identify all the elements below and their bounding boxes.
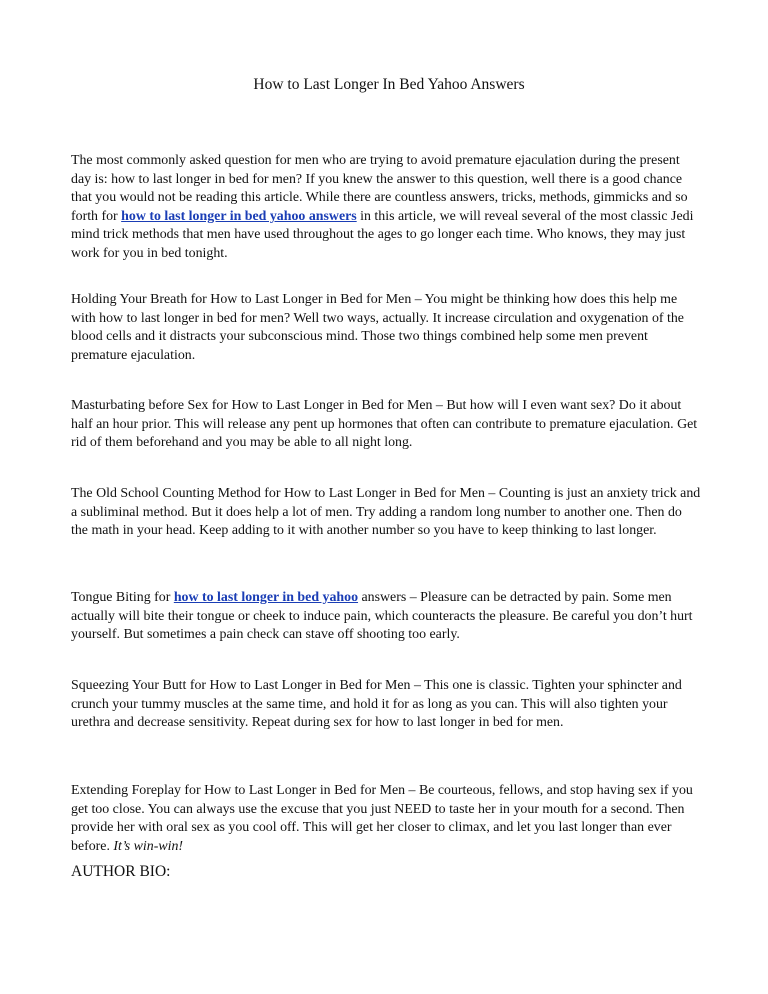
holding-breath-paragraph: Holding Your Breath for How to Last Longer in Bed for Men – You might be thinking how does this help me with how to last longer in bed for men? Well two ways, actually. It increase circulation and oxygenation of the blood cells and it distracts your subconscious mind. Those two things combined help some men prevent premature ejaculation. <box>71 292 684 363</box>
foreplay-paragraph <box>71 782 701 856</box>
tongue-link[interactable]: how to last longer in bed yahoo <box>173 590 359 605</box>
intro-text-before: The most commonly asked question for men who are trying to avoid premature ejaculation during the present day is: how to last longer in bed for men? If you knew the answer to this question, well there is a good chance that you would not be reading this article. While there are countless answers, tricks, methods, gimmicks and so forth for <box>71 153 688 224</box>
counting-paragraph: The Old School Counting Method for How to Last Longer in Bed for Men – Counting is just an anxiety trick and a subliminal method. But it does help a lot of men. Try adding a random long number to another one. Then do the math in your head. Keep adding to it with another number so you have to keep thinking to last longer. <box>71 486 701 539</box>
intro-paragraph <box>71 152 701 264</box>
intro-link[interactable]: how to last longer in bed yahoo answers <box>121 208 357 224</box>
foreplay-text: Extending Foreplay for How to Last Longer in Bed for Men – Be courteous, fellows, and stop having sex if you get too close. You can always use the excuse that you just NEED to taste her in your mouth for a second. Then provide her with oral sex as you cool off. This will get her closer to climax, and let you last longer than ever before. <box>71 783 693 854</box>
intro-text-after: in this article, we will reveal several of the most classic Jedi mind trick methods that men have used throughout the ages to go longer each time. Who knows, they may just work for you in bed tonight. <box>71 208 694 261</box>
tongue-biting-paragraph <box>71 589 701 645</box>
tongue-text-after: answers – Pleasure can be detracted by pain. Some men actually will bite their tongue or cheek to induce pain, which counteracts the pleasure. Be careful you don’t hurt yourself. But sometimes a pain check can stave off shooting too early. <box>71 590 693 643</box>
foreplay-emphasis: It’s win-win! <box>113 838 184 854</box>
squeezing-paragraph: Squeezing Your Butt for How to Last Longer in Bed for Men – This one is classic. Tighten your sphincter and crunch your tummy muscles at the same time, and hold it for as long as you can. This will also tighten your urethra and decrease sensitivity. Repeat during sex for how to last longer in bed for men. <box>71 678 682 731</box>
tongue-text-before: Tongue Biting for <box>71 590 174 605</box>
masturbating-paragraph: Masturbating before Sex for How to Last Longer in Bed for Men – But how will I even want sex? Do it about half an hour prior. This will release any pent up hormones that often can contribute to premature ejaculation. Get rid of them beforehand and you may be able to all night long. <box>71 398 698 451</box>
author-bio-heading: AUTHOR BIO: <box>71 863 171 880</box>
document-title: How to Last Longer In Bed Yahoo Answers <box>253 76 525 93</box>
